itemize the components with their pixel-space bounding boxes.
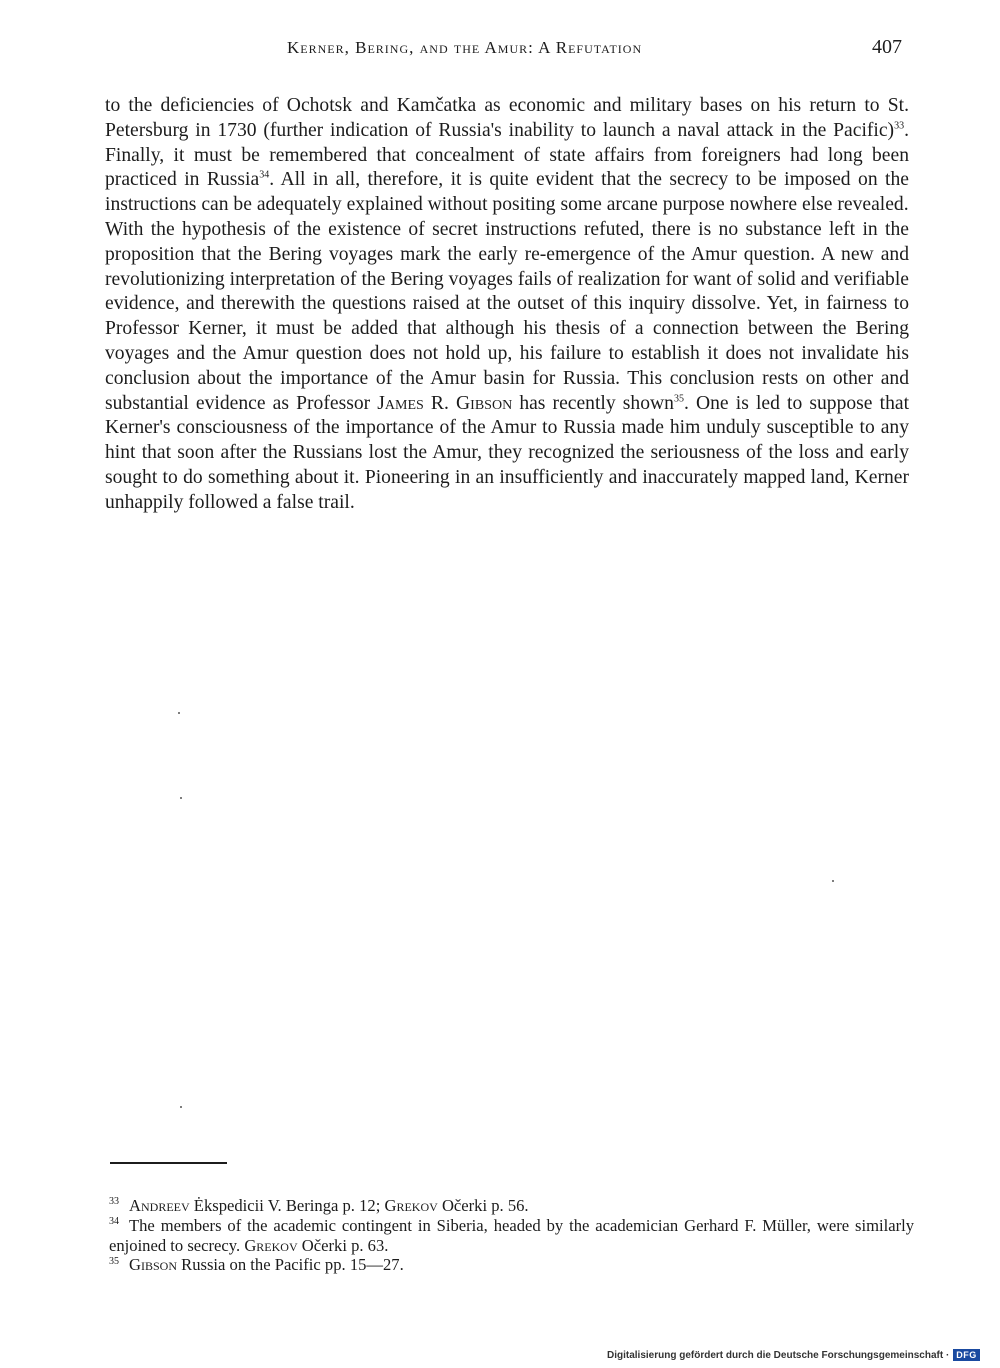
scan-speck bbox=[180, 797, 182, 799]
footnote-35: 35 Gibson Russia on the Pacific pp. 15—27. bbox=[109, 1255, 404, 1275]
paragraph-text: to the deficiencies of Ochotsk and Kamčatka as economic and military bases on his return to St. Petersburg in 1730 (further indication of Russia's inability to launch a naval attack in the Pacific) bbox=[105, 95, 909, 141]
footnotes bbox=[109, 1196, 914, 1275]
scan-speck bbox=[180, 1106, 182, 1108]
paragraph-1 bbox=[105, 94, 909, 218]
running-head: Kerner, Bering, and the Amur: A Refutation bbox=[287, 38, 643, 57]
scan-speck bbox=[178, 712, 180, 714]
paragraph-text: . One is led to suppose that Kerner's consciousness of the importance of the Amur to Russia made him unduly susceptible to any hint that soon after the Russians lost the Amur, they recognized the seriousness of the loss and early sought to do something about it. Pioneering in an insufficiently and inaccurately mapped land, Kerner unhappily followed a false trail. bbox=[105, 392, 910, 513]
page-number: 407 bbox=[872, 36, 902, 58]
footnote-ref-34: 34 bbox=[259, 169, 270, 181]
digitization-credit bbox=[607, 1349, 980, 1361]
footnote-text: The members of the academic contingent in Siberia, headed by the academician Gerhard F. Müller, were similarly enjoined to secrecy. bbox=[109, 1215, 914, 1255]
author-name: Grekov bbox=[244, 1235, 298, 1255]
footnote-rule bbox=[110, 1162, 227, 1164]
paragraph-2 bbox=[105, 218, 909, 516]
footnote-text: Russia on the Pacific pp. 15—27. bbox=[177, 1255, 404, 1275]
author-name: Andreev bbox=[129, 1196, 190, 1215]
scan-speck bbox=[832, 880, 834, 882]
credit-text: Digitalisierung gefördert durch die Deutsche Forschungsgemeinschaft · bbox=[607, 1349, 950, 1361]
footnote-ref-33: 33 bbox=[894, 120, 905, 132]
paragraph-text: With the hypothesis of the existence of secret instructions refuted, there is no substance left in the proposition that the Bering voyages mark the early re-emergence of the Amur question. A new and revolutionizing interpretation of the Bering voyages fails of realization for want of solid and verifiable evidence, and therewith the questions raised at the outset of this inquiry dissolve. Yet, in fairness to Professor Kerner, it must be added that although his thesis of a connection between the Bering voyages and the Amur question does not hold up, his failure to establish it does not invalidate his conclusion about the importance of the Amur basin for Russia. This conclusion rests on other and substantial evidence as Professor bbox=[105, 218, 909, 414]
footnote-33: 33 Andreev Ėkspedicii V. Beringa p. 12; Grekov Očerki p. 56. bbox=[109, 1196, 529, 1215]
footnote-text: Ėkspedicii V. Beringa p. 12; bbox=[189, 1196, 385, 1215]
dfg-logo-icon: DFG bbox=[953, 1349, 980, 1361]
footnote-ref-35: 35 bbox=[673, 393, 684, 405]
author-name: Grekov bbox=[384, 1196, 438, 1215]
author-name: Gibson bbox=[129, 1255, 177, 1275]
paragraph-text: . Finally, it must be remembered that concealment of state affairs from foreigners had long been practiced in Russia bbox=[105, 119, 909, 191]
main-text bbox=[105, 94, 909, 516]
footnote-text: Očerki p. 63. bbox=[297, 1235, 389, 1255]
paragraph-text: . All in all, therefore, it is quite evident that the secrecy to be imposed on the instructions can be adequately explained without positing some arcane purpose nowhere else revealed. bbox=[105, 169, 909, 216]
footnote-text: Očerki p. 56. bbox=[437, 1196, 529, 1215]
paragraph-text: has recently shown bbox=[512, 392, 674, 414]
author-name: James R. Gibson bbox=[377, 392, 513, 414]
footnote-34: 34 The members of the academic contingent in Siberia, headed by the academician Gerhard F. Müller, were similarly enjoined to secrecy. Grekov Očerki p. 63. bbox=[109, 1215, 914, 1255]
